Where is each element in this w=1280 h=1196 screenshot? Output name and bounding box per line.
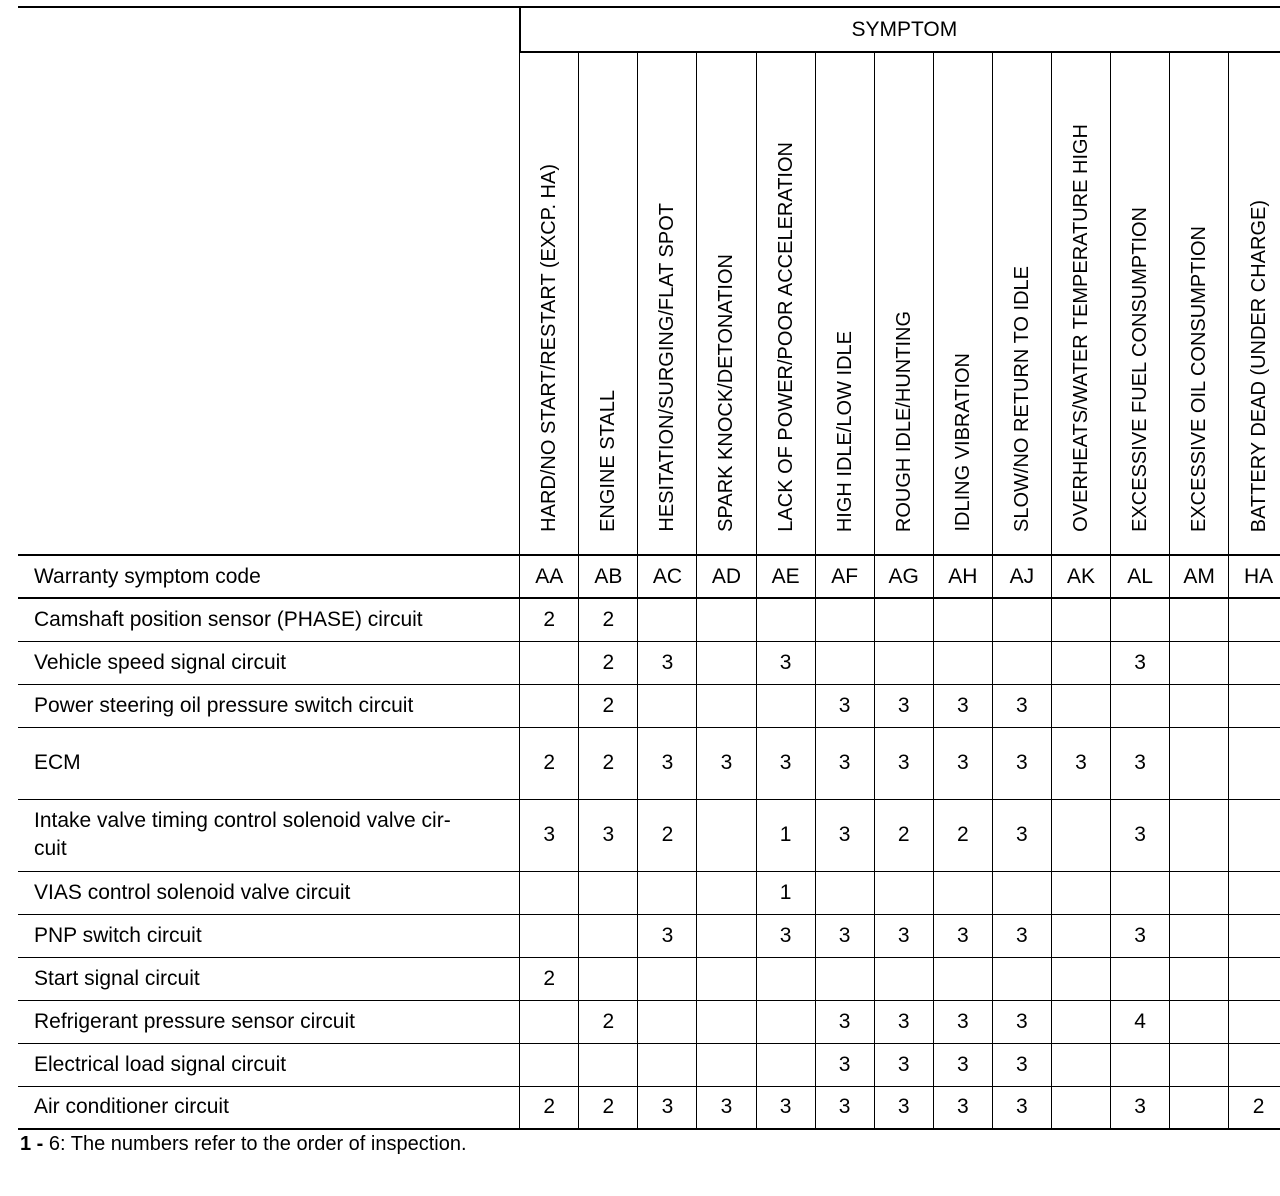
table-row — [18, 641, 1280, 684]
table-cell — [697, 1043, 756, 1086]
table-cell: AM — [1170, 555, 1229, 598]
table-cell: 3 — [815, 914, 874, 957]
table-cell: 2 — [1229, 1086, 1280, 1129]
table-cell — [1170, 1043, 1229, 1086]
table-cell — [1170, 1086, 1229, 1129]
table-cell: AC — [638, 555, 697, 598]
table-cell: 2 — [933, 799, 992, 871]
table-cell — [638, 957, 697, 1000]
table-cell — [1170, 727, 1229, 799]
symptom-header — [697, 52, 756, 555]
table-cell: 3 — [992, 1043, 1051, 1086]
table-cell — [1051, 1000, 1110, 1043]
table-cell — [1111, 871, 1170, 914]
table-cell: HA — [1229, 555, 1280, 598]
symptom-header — [1051, 52, 1110, 555]
row-label: Intake valve timing control solenoid valve cir- cuit — [18, 799, 520, 871]
table-body — [18, 555, 1280, 1129]
table-cell: 3 — [992, 1000, 1051, 1043]
table-cell — [933, 641, 992, 684]
table-cell — [1229, 914, 1280, 957]
table-cell — [874, 957, 933, 1000]
table-cell: 3 — [815, 1086, 874, 1129]
table-row — [18, 598, 1280, 641]
row-label: Vehicle speed signal circuit — [18, 641, 520, 684]
table-cell: 3 — [933, 1086, 992, 1129]
table-cell — [579, 914, 638, 957]
table-cell — [874, 641, 933, 684]
symptom-header — [1229, 52, 1280, 555]
table-cell — [520, 914, 579, 957]
table-cell — [1170, 1000, 1229, 1043]
symptom-header-label: ENGINE STALL — [597, 390, 620, 532]
table-cell — [579, 871, 638, 914]
symptom-header-label: SPARK KNOCK/DETONATION — [715, 254, 738, 532]
table-cell — [1170, 598, 1229, 641]
table-row — [18, 1043, 1280, 1086]
table-cell — [1051, 684, 1110, 727]
symptom-header-label: EXCESSIVE FUEL CONSUMPTION — [1129, 207, 1152, 532]
table-cell — [1111, 957, 1170, 1000]
table-cell: 1 — [756, 799, 815, 871]
table-cell — [1170, 684, 1229, 727]
table-cell — [520, 871, 579, 914]
table-row — [18, 727, 1280, 799]
table-row — [18, 1000, 1280, 1043]
table-cell — [933, 871, 992, 914]
table-cell: 3 — [638, 727, 697, 799]
symptom-header — [933, 52, 992, 555]
symptom-header-label: IDLING VIBRATION — [951, 353, 974, 532]
row-label: Electrical load signal circuit — [18, 1043, 520, 1086]
table-cell — [697, 598, 756, 641]
table-cell — [1170, 957, 1229, 1000]
table-cell: 3 — [815, 727, 874, 799]
row-label: Camshaft position sensor (PHASE) circuit — [18, 598, 520, 641]
table-cell: 3 — [638, 641, 697, 684]
table-cell: 3 — [815, 799, 874, 871]
footnote — [20, 1133, 467, 1156]
row-label: PNP switch circuit — [18, 914, 520, 957]
table-cell — [1229, 1043, 1280, 1086]
table-cell — [1229, 871, 1280, 914]
table-cell — [1111, 684, 1170, 727]
symptom-header-label: BATTERY DEAD (UNDER CHARGE) — [1247, 199, 1270, 532]
table-cell: 2 — [520, 598, 579, 641]
table-cell — [697, 684, 756, 727]
table-cell: 3 — [992, 1086, 1051, 1129]
table-cell: 2 — [579, 1000, 638, 1043]
table-cell: AD — [697, 555, 756, 598]
table-cell: 3 — [756, 727, 815, 799]
table-cell — [638, 871, 697, 914]
table-cell: 3 — [756, 1086, 815, 1129]
symptom-header-label: OVERHEATS/WATER TEMPERATURE HIGH — [1069, 124, 1092, 532]
table-cell: 4 — [1111, 1000, 1170, 1043]
table-cell: 3 — [874, 1043, 933, 1086]
table-cell: 2 — [579, 727, 638, 799]
table-cell: AA — [520, 555, 579, 598]
symptom-header-label: HESITATION/SURGING/FLAT SPOT — [656, 203, 679, 532]
table-cell — [1051, 957, 1110, 1000]
table-cell: 2 — [520, 1086, 579, 1129]
table-cell — [697, 914, 756, 957]
table-cell — [1170, 641, 1229, 684]
table-cell: 3 — [1111, 914, 1170, 957]
footnote-text: 6: The numbers refer to the order of inspection. — [43, 1133, 467, 1155]
table-cell: 3 — [933, 727, 992, 799]
symptom-header-label: HIGH IDLE/LOW IDLE — [833, 330, 856, 532]
table-cell — [1051, 641, 1110, 684]
row-label: Warranty symptom code — [18, 555, 520, 598]
table-cell — [638, 684, 697, 727]
table-cell — [992, 957, 1051, 1000]
symptom-header — [815, 52, 874, 555]
table-cell: 2 — [874, 799, 933, 871]
table-cell — [1170, 871, 1229, 914]
table-cell: 3 — [1111, 641, 1170, 684]
table-cell: 3 — [992, 727, 1051, 799]
table-cell: AH — [933, 555, 992, 598]
table-cell — [756, 957, 815, 1000]
symptom-header-label: HARD/NO START/RESTART (EXCP. HA) — [538, 164, 561, 532]
table-row — [18, 799, 1280, 871]
table-cell: 3 — [638, 1086, 697, 1129]
row-label: Refrigerant pressure sensor circuit — [18, 1000, 520, 1043]
table-cell: 3 — [1051, 727, 1110, 799]
table-row — [18, 871, 1280, 914]
table-cell — [992, 641, 1051, 684]
table-cell — [756, 598, 815, 641]
table-cell: 3 — [697, 1086, 756, 1129]
table-cell: 3 — [815, 1000, 874, 1043]
symptom-header-label: ROUGH IDLE/HUNTING — [892, 310, 915, 532]
table-cell — [697, 799, 756, 871]
table-cell: 1 — [756, 871, 815, 914]
table-cell — [638, 598, 697, 641]
table-cell: AB — [579, 555, 638, 598]
symptom-header-label: EXCESSIVE OIL CONSUMPTION — [1188, 226, 1211, 532]
symptom-header-label: LACK OF POWER/POOR ACCELERATION — [774, 142, 797, 532]
table-cell — [1229, 957, 1280, 1000]
table-cell: AG — [874, 555, 933, 598]
table-cell — [1111, 598, 1170, 641]
table-cell: 2 — [579, 1086, 638, 1129]
table-cell: 3 — [756, 914, 815, 957]
table-cell: 3 — [815, 1043, 874, 1086]
symptom-header — [992, 52, 1051, 555]
row-label: VIAS control solenoid valve circuit — [18, 871, 520, 914]
table-cell — [1051, 598, 1110, 641]
table-cell: 3 — [697, 727, 756, 799]
table-row — [18, 684, 1280, 727]
symptom-table — [18, 6, 1280, 1130]
table-cell — [1229, 799, 1280, 871]
table-cell — [756, 684, 815, 727]
symptom-header — [1111, 52, 1170, 555]
table-cell — [1051, 914, 1110, 957]
table-cell — [579, 1043, 638, 1086]
table-cell: 3 — [933, 1000, 992, 1043]
table-cell — [756, 1043, 815, 1086]
table-cell — [815, 957, 874, 1000]
table-cell: 3 — [1111, 727, 1170, 799]
table-cell: 3 — [874, 684, 933, 727]
row-label: Air conditioner circuit — [18, 1086, 520, 1129]
table-cell — [815, 871, 874, 914]
table-cell: 2 — [520, 957, 579, 1000]
table-cell: 2 — [520, 727, 579, 799]
row-label: Power steering oil pressure switch circuit — [18, 684, 520, 727]
table-cell: AF — [815, 555, 874, 598]
table-row — [18, 957, 1280, 1000]
table-cell: 3 — [638, 914, 697, 957]
table-cell — [992, 598, 1051, 641]
symptom-header — [756, 52, 815, 555]
table-cell — [1229, 727, 1280, 799]
table-cell — [874, 871, 933, 914]
table-cell — [874, 598, 933, 641]
table-cell — [520, 641, 579, 684]
table-cell: 3 — [992, 684, 1051, 727]
table-cell: 3 — [1111, 799, 1170, 871]
table-cell: 3 — [874, 727, 933, 799]
table-cell: 3 — [874, 914, 933, 957]
table-cell — [697, 641, 756, 684]
table-cell: 3 — [520, 799, 579, 871]
table-cell — [1229, 684, 1280, 727]
table-cell — [933, 957, 992, 1000]
table-cell: 3 — [815, 684, 874, 727]
table-cell — [1229, 598, 1280, 641]
table-cell — [520, 1043, 579, 1086]
table-cell: 3 — [992, 799, 1051, 871]
table-cell — [1170, 914, 1229, 957]
table-cell — [756, 1000, 815, 1043]
table-cell — [933, 598, 992, 641]
table-cell: 3 — [579, 799, 638, 871]
table-cell: 3 — [1111, 1086, 1170, 1129]
table-cell: AK — [1051, 555, 1110, 598]
table-cell: AJ — [992, 555, 1051, 598]
table-cell — [520, 684, 579, 727]
row-label: ECM — [18, 727, 520, 799]
symptom-header — [1170, 52, 1229, 555]
table-cell — [638, 1043, 697, 1086]
table-row — [18, 1086, 1280, 1129]
symptom-header — [579, 52, 638, 555]
symptom-header — [520, 52, 579, 555]
table-cell — [638, 1000, 697, 1043]
row-label: Start signal circuit — [18, 957, 520, 1000]
table-cell — [1051, 1043, 1110, 1086]
table-cell — [1051, 799, 1110, 871]
symptom-group-title: SYMPTOM — [520, 7, 1280, 52]
table-row — [18, 914, 1280, 957]
table-cell: 3 — [933, 1043, 992, 1086]
table-cell — [1229, 1000, 1280, 1043]
table-cell: 3 — [874, 1086, 933, 1129]
table-cell: 2 — [579, 598, 638, 641]
symptom-header — [638, 52, 697, 555]
footnote-bold: 1 - — [20, 1133, 44, 1155]
table-cell — [697, 1000, 756, 1043]
table-cell: 3 — [933, 914, 992, 957]
table-cell: 2 — [638, 799, 697, 871]
table-cell — [815, 598, 874, 641]
table-cell: 2 — [579, 684, 638, 727]
table-corner — [18, 7, 520, 555]
table-cell — [1111, 1043, 1170, 1086]
symptom-header-label: SLOW/NO RETURN TO IDLE — [1010, 266, 1033, 532]
table-cell: 3 — [992, 914, 1051, 957]
table-cell — [815, 641, 874, 684]
table-cell — [697, 957, 756, 1000]
table-cell — [520, 1000, 579, 1043]
warranty-code-row — [18, 555, 1280, 598]
table-cell — [1229, 641, 1280, 684]
table-cell: 2 — [579, 641, 638, 684]
table-cell: AL — [1111, 555, 1170, 598]
table-cell — [697, 871, 756, 914]
table-cell — [1051, 1086, 1110, 1129]
table-cell — [1051, 871, 1110, 914]
table-cell — [1170, 799, 1229, 871]
table-cell: AE — [756, 555, 815, 598]
symptom-header — [874, 52, 933, 555]
table-cell — [579, 957, 638, 1000]
table-cell: 3 — [933, 684, 992, 727]
table-cell: 3 — [874, 1000, 933, 1043]
table-cell: 3 — [756, 641, 815, 684]
table-cell — [992, 871, 1051, 914]
